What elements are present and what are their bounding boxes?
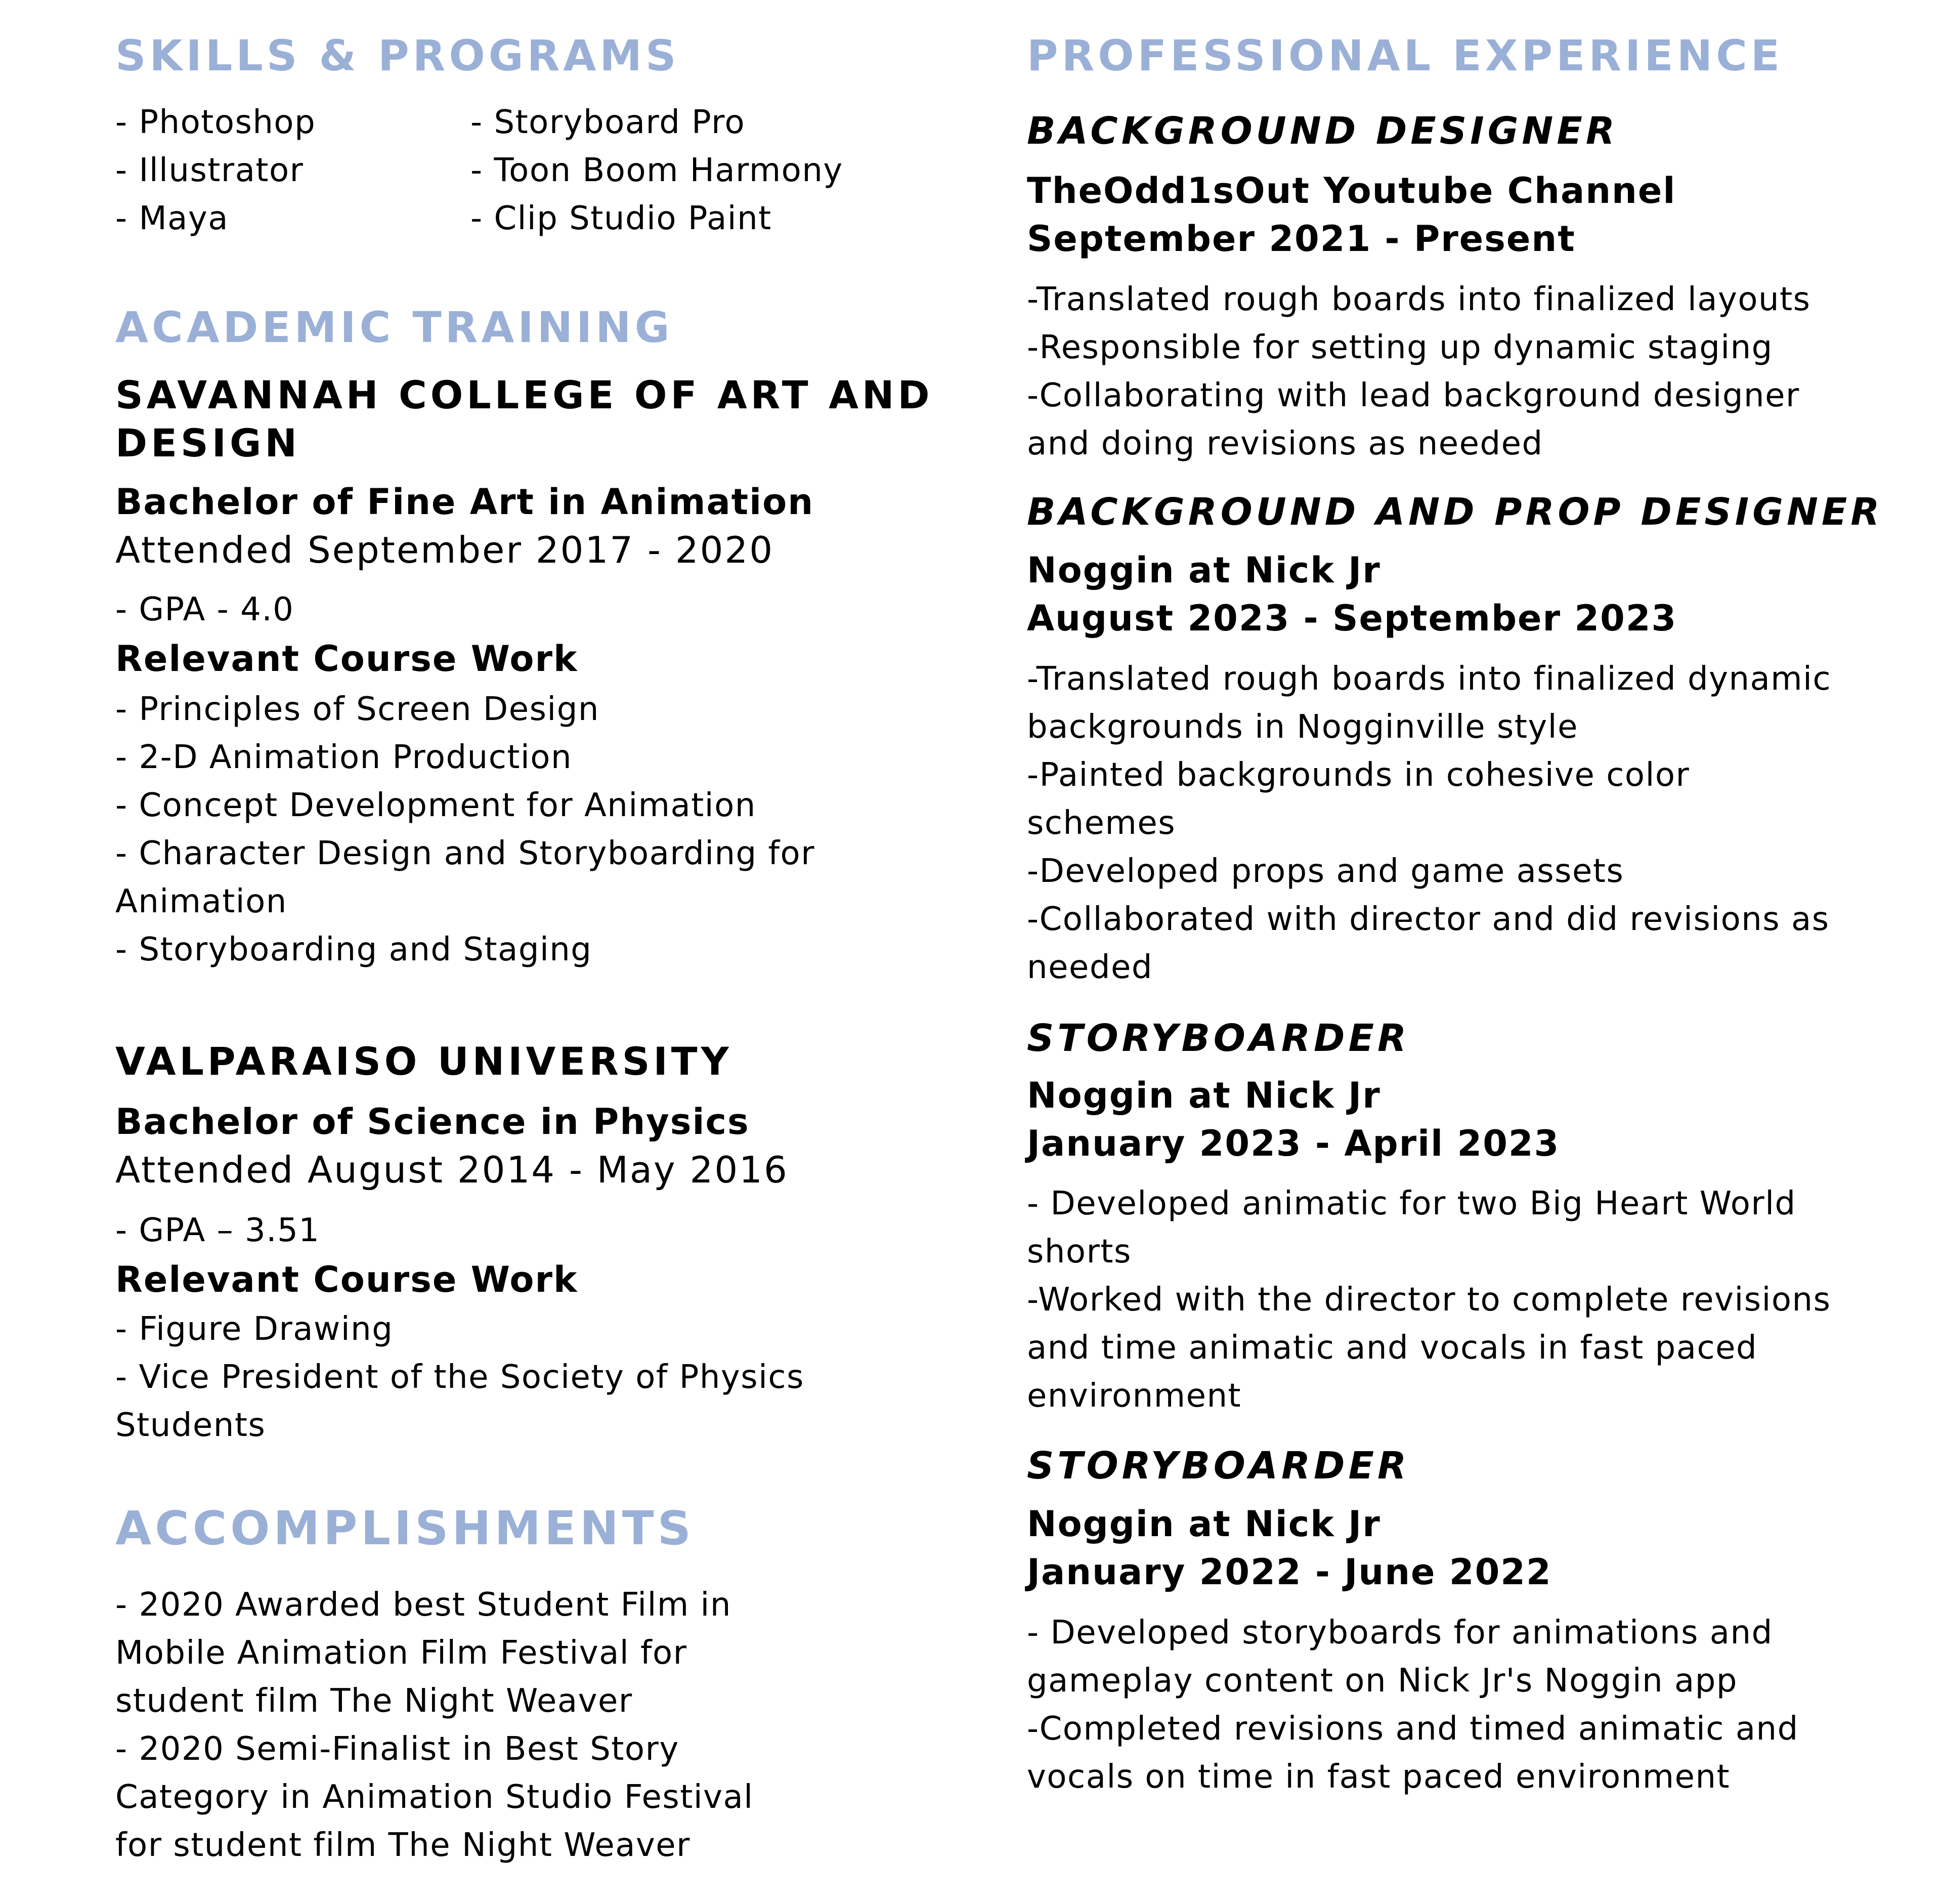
job-duty-line: -Responsible for setting up dynamic staging <box>1027 329 1773 366</box>
school-name: VALPARAISO UNIVERSITY <box>115 1039 732 1084</box>
coursework-item: - Storyboarding and Staging <box>115 931 592 968</box>
skills-section-title: SKILLS & PROGRAMS <box>115 31 680 80</box>
job-dates: September 2021 - Present <box>1027 218 1576 260</box>
coursework-item: Animation <box>115 883 287 920</box>
job-duty-line: and doing revisions as needed <box>1027 425 1543 462</box>
job-duty-line: -Worked with the director to complete revisions <box>1027 1281 1831 1319</box>
job-company: Noggin at Nick Jr <box>1027 1075 1381 1116</box>
job-duty-line: backgrounds in Nogginville style <box>1027 708 1578 746</box>
job-company: Noggin at Nick Jr <box>1027 549 1381 591</box>
job-duties <box>1027 1180 1831 1420</box>
job-duty-line: - Developed animatic for two Big Heart World <box>1027 1185 1796 1222</box>
job-duty-line: -Developed props and game assets <box>1027 853 1624 890</box>
attended-dates: Attended August 2014 - May 2016 <box>115 1149 789 1191</box>
skill-item: - Photoshop <box>115 104 316 141</box>
job-role: STORYBOARDER <box>1027 1444 1410 1488</box>
coursework-item: Students <box>115 1407 266 1444</box>
job-duty-line: vocals on time in fast paced environment <box>1027 1758 1731 1796</box>
school-name-line: DESIGN <box>115 420 301 466</box>
degree: Bachelor of Fine Art in Animation <box>115 481 814 523</box>
job-duty-line: -Collaborated with director and did revisions as <box>1027 901 1830 938</box>
coursework-title: Relevant Course Work <box>115 638 578 680</box>
coursework-item: - 2-D Animation Production <box>115 739 572 776</box>
job-duty-line: -Painted backgrounds in cohesive color <box>1027 756 1690 794</box>
job-role: STORYBOARDER <box>1027 1017 1410 1060</box>
accomplishments-section-title: ACCOMPLISHMENTS <box>115 1501 695 1555</box>
job-duty-line: -Translated rough boards into finalized layouts <box>1027 281 1811 318</box>
skill-item: - Toon Boom Harmony <box>470 152 843 189</box>
gpa: - GPA - 4.0 <box>115 591 294 628</box>
academic-section-title: ACADEMIC TRAINING <box>115 303 673 352</box>
job-duty-line: -Completed revisions and timed animatic and <box>1027 1710 1799 1748</box>
job-duties <box>1027 1609 1799 1801</box>
job-duty-line: - Developed storyboards for animations and <box>1027 1614 1773 1652</box>
skill-item: - Storyboard Pro <box>470 104 746 141</box>
job-duty-line: environment <box>1027 1377 1242 1415</box>
job-duty-line: needed <box>1027 949 1153 986</box>
skill-item: - Illustrator <box>115 152 304 189</box>
gpa: - GPA – 3.51 <box>115 1212 320 1249</box>
coursework-item: - Vice President of the Society of Physics <box>115 1359 804 1396</box>
attended-dates: Attended September 2017 - 2020 <box>115 529 774 571</box>
skills-list-column-2 <box>470 99 843 243</box>
degree: Bachelor of Science in Physics <box>115 1101 750 1143</box>
coursework-item: - Concept Development for Animation <box>115 787 756 824</box>
accomplishment-line: for student film The Night Weaver <box>115 1827 691 1864</box>
accomplishment-line: student film The Night Weaver <box>115 1682 633 1720</box>
job-role: BACKGROUND DESIGNER <box>1027 109 1618 153</box>
job-duty-line: -Translated rough boards into finalized dynamic <box>1027 660 1832 698</box>
job-duty-line: shorts <box>1027 1233 1132 1271</box>
experience-section-title: PROFESSIONAL EXPERIENCE <box>1027 31 1784 80</box>
school-name-line: SAVANNAH COLLEGE OF ART AND <box>115 372 933 417</box>
job-duty-line: -Collaborating with lead background designer <box>1027 377 1800 414</box>
accomplishment-line: - 2020 Awarded best Student Film in <box>115 1586 731 1624</box>
skills-list-column-1 <box>115 99 316 243</box>
coursework-item: - Character Design and Storyboarding for <box>115 835 815 872</box>
coursework-list <box>115 686 815 974</box>
job-duty-line: schemes <box>1027 805 1176 842</box>
job-duties <box>1027 276 1811 468</box>
job-role: BACKGROUND AND PROP DESIGNER <box>1027 490 1883 534</box>
coursework-item: - Figure Drawing <box>115 1310 394 1348</box>
coursework-item: - Principles of Screen Design <box>115 691 599 728</box>
accomplishment-line: Mobile Animation Film Festival for <box>115 1634 687 1672</box>
job-duty-line: gameplay content on Nick Jr's Noggin app <box>1027 1662 1738 1700</box>
job-dates: August 2023 - September 2023 <box>1027 598 1677 639</box>
coursework-list <box>115 1305 804 1450</box>
skill-item: - Maya <box>115 200 229 237</box>
coursework-title: Relevant Course Work <box>115 1259 578 1300</box>
job-duty-line: and time animatic and vocals in fast paced <box>1027 1329 1758 1367</box>
job-company: Noggin at Nick Jr <box>1027 1503 1381 1545</box>
job-company: TheOdd1sOut Youtube Channel <box>1027 170 1676 211</box>
accomplishment-line: - 2020 Semi-Finalist in Best Story <box>115 1730 679 1768</box>
job-dates: January 2023 - April 2023 <box>1027 1123 1560 1164</box>
accomplishments-list <box>115 1581 753 1870</box>
skill-item: - Clip Studio Paint <box>470 200 772 237</box>
job-dates: January 2022 - June 2022 <box>1027 1551 1552 1593</box>
accomplishment-line: Category in Animation Studio Festival <box>115 1779 754 1816</box>
school-name <box>115 371 933 467</box>
job-duties <box>1027 655 1831 992</box>
